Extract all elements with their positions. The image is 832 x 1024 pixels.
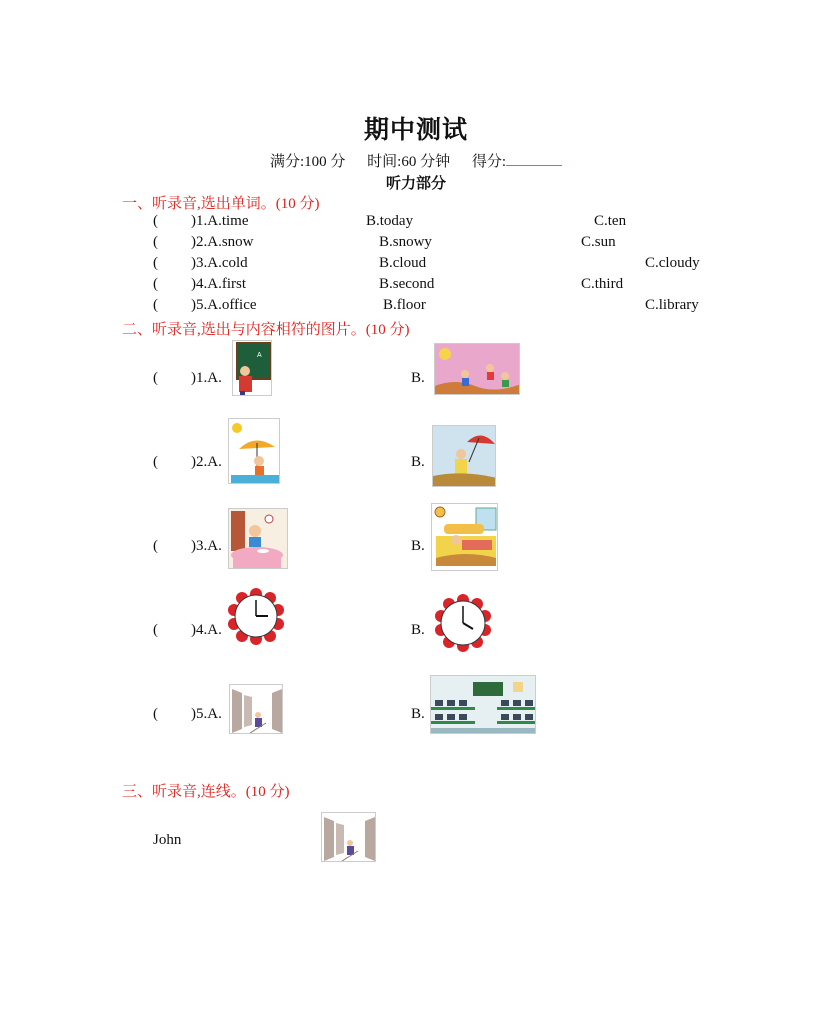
library-shelves-picture — [321, 812, 376, 862]
answer-paren[interactable]: ( — [153, 255, 158, 271]
option-b: B.floor — [383, 297, 426, 313]
option-a: )1.A. — [191, 370, 222, 386]
option-b: B. — [411, 454, 425, 470]
computer-room-picture — [430, 675, 536, 734]
option-a: )5.A.office — [191, 297, 257, 313]
option-b: B.second — [379, 276, 435, 292]
option-a: )2.A. — [191, 454, 222, 470]
time-limit: 时间:60 分钟 — [367, 154, 451, 170]
exam-meta — [0, 150, 832, 171]
answer-paren[interactable]: ( — [153, 622, 158, 638]
rainy-windy-picture — [432, 425, 496, 487]
option-b: B.cloud — [379, 255, 427, 271]
children-playground-picture — [434, 343, 520, 395]
option-b: B. — [411, 370, 425, 386]
answer-paren[interactable]: ( — [153, 706, 158, 722]
option-b: B. — [411, 538, 425, 554]
option-c: C.cloudy — [645, 255, 700, 271]
answer-paren[interactable]: ( — [153, 370, 158, 386]
answer-paren[interactable]: ( — [153, 454, 158, 470]
clock-four-picture — [434, 594, 492, 652]
option-c: C.sun — [581, 234, 616, 250]
answer-paren[interactable]: ( — [153, 297, 158, 313]
clock-three-picture — [228, 588, 284, 645]
option-b: B. — [411, 622, 425, 638]
section2-heading: 二、听录音,选出与内容相符的图片。(10 分) — [122, 322, 410, 338]
section3-heading: 三、听录音,连线。(10 分) — [122, 784, 290, 800]
option-a: )4.A.first — [191, 276, 246, 292]
answer-paren[interactable]: ( — [153, 276, 158, 292]
answer-paren[interactable]: ( — [153, 538, 158, 554]
svg-text:A: A — [257, 352, 262, 359]
answer-paren[interactable]: ( — [153, 213, 158, 229]
option-a: )1.A.time — [191, 213, 249, 229]
option-b: B.today — [366, 213, 414, 229]
full-score: 满分:100 分 — [269, 154, 346, 170]
teacher-blackboard-picture — [232, 340, 272, 396]
option-a: )5.A. — [191, 706, 222, 722]
option-a: )3.A. — [191, 538, 222, 554]
boy-in-bed-picture — [431, 503, 498, 571]
sunny-umbrella-picture — [228, 418, 280, 484]
option-c: C.library — [645, 297, 699, 313]
option-c: C.third — [581, 276, 624, 292]
person-name: John — [153, 832, 182, 848]
section1-heading: 一、听录音,选出单词。(10 分) — [122, 196, 320, 212]
score-label: 得分: — [471, 154, 506, 170]
option-b: B.snowy — [379, 234, 432, 250]
option-a: )4.A. — [191, 622, 222, 638]
option-a: )3.A.cold — [191, 255, 248, 271]
option-c: C.ten — [594, 213, 627, 229]
answer-paren[interactable]: ( — [153, 234, 158, 250]
boy-eating-picture — [228, 508, 288, 569]
option-a: )2.A.snow — [191, 234, 254, 250]
section-subtitle: 听力部分 — [385, 176, 446, 192]
library-shelves-picture — [229, 684, 283, 734]
score-blank[interactable] — [506, 151, 562, 166]
page-title: 期中测试 — [363, 115, 468, 144]
option-b: B. — [411, 706, 425, 722]
